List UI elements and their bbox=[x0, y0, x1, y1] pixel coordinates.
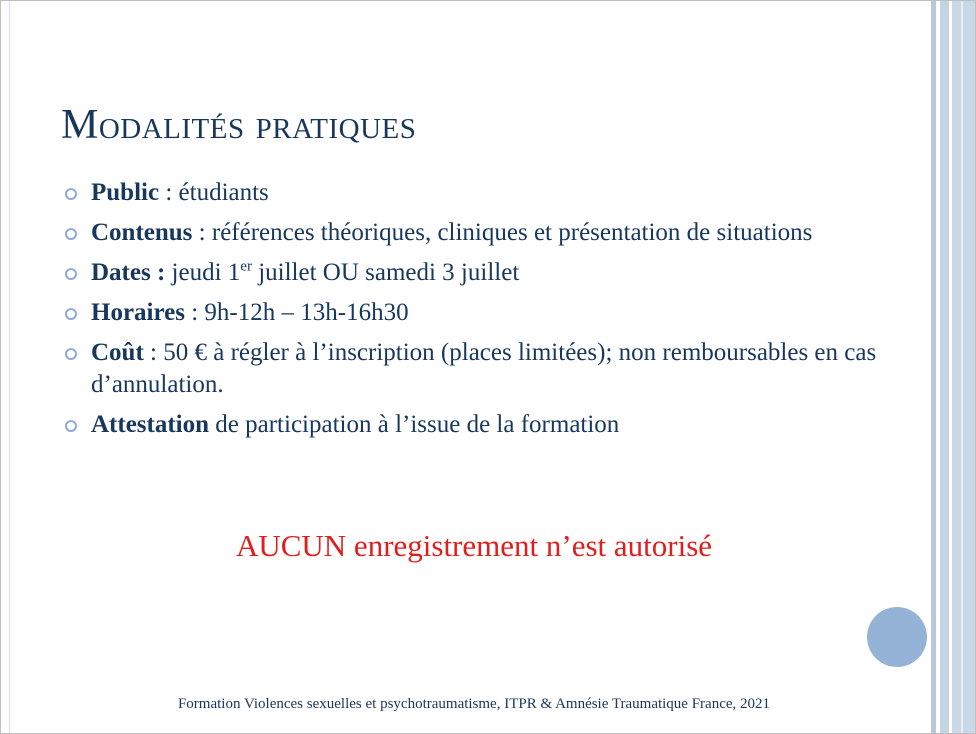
slide-title: Modalités pratiques bbox=[61, 102, 417, 148]
hollow-circle-bullet-icon bbox=[65, 348, 77, 360]
bullet-label: Public bbox=[91, 179, 160, 206]
bullet-label: Attestation bbox=[91, 411, 210, 438]
bullet-label: Horaires bbox=[91, 299, 185, 326]
bullet-separator: : bbox=[143, 339, 164, 366]
hollow-circle-bullet-icon bbox=[65, 188, 77, 200]
bullet-text: étudiants bbox=[178, 179, 269, 206]
list-item bbox=[63, 297, 883, 329]
list-item bbox=[63, 177, 883, 209]
hollow-circle-bullet-icon bbox=[65, 420, 77, 432]
decor-bar bbox=[940, 1, 949, 733]
bullet-text: jeudi 1 bbox=[171, 259, 241, 286]
bullet-text: 9h-12h – 13h-16h30 bbox=[204, 299, 409, 326]
bullet-text: références théoriques, cliniques et présentation de situations bbox=[211, 219, 813, 246]
decor-bar bbox=[952, 1, 975, 733]
bullet-separator: : bbox=[159, 179, 179, 206]
hollow-circle-bullet-icon bbox=[65, 268, 77, 280]
left-border-line bbox=[9, 1, 10, 733]
bullet-label: Contenus bbox=[91, 219, 193, 246]
hollow-circle-bullet-icon bbox=[65, 308, 77, 320]
decor-stripe bbox=[961, 1, 963, 733]
list-item bbox=[63, 337, 883, 401]
bullet-list bbox=[63, 177, 883, 449]
list-item bbox=[63, 217, 883, 249]
bullet-text: de participation à l’issue de la formation bbox=[215, 411, 620, 438]
bullet-text: 50 € à régler à l’inscription (places limitées); non remboursables en cas d’annulation. bbox=[91, 339, 877, 398]
hollow-circle-bullet-icon bbox=[65, 228, 77, 240]
bullet-text: juillet OU samedi 3 juillet bbox=[251, 259, 520, 286]
superscript: er bbox=[240, 258, 252, 275]
list-item bbox=[63, 257, 883, 289]
right-decorative-bars bbox=[931, 1, 975, 733]
bullet-label: Coût bbox=[91, 339, 144, 366]
list-item bbox=[63, 409, 883, 441]
recording-warning: AUCUN enregistrement n’est autorisé bbox=[235, 528, 713, 563]
slide-footer: Formation Violences sexuelles et psychotraumatisme, ITPR & Amnésie Traumatique France, 2021 bbox=[177, 696, 771, 712]
bullet-separator: : bbox=[192, 219, 212, 246]
blue-circle-decoration bbox=[867, 607, 927, 667]
bullet-label: Dates : bbox=[91, 259, 166, 286]
bullet-separator: : bbox=[184, 299, 205, 326]
